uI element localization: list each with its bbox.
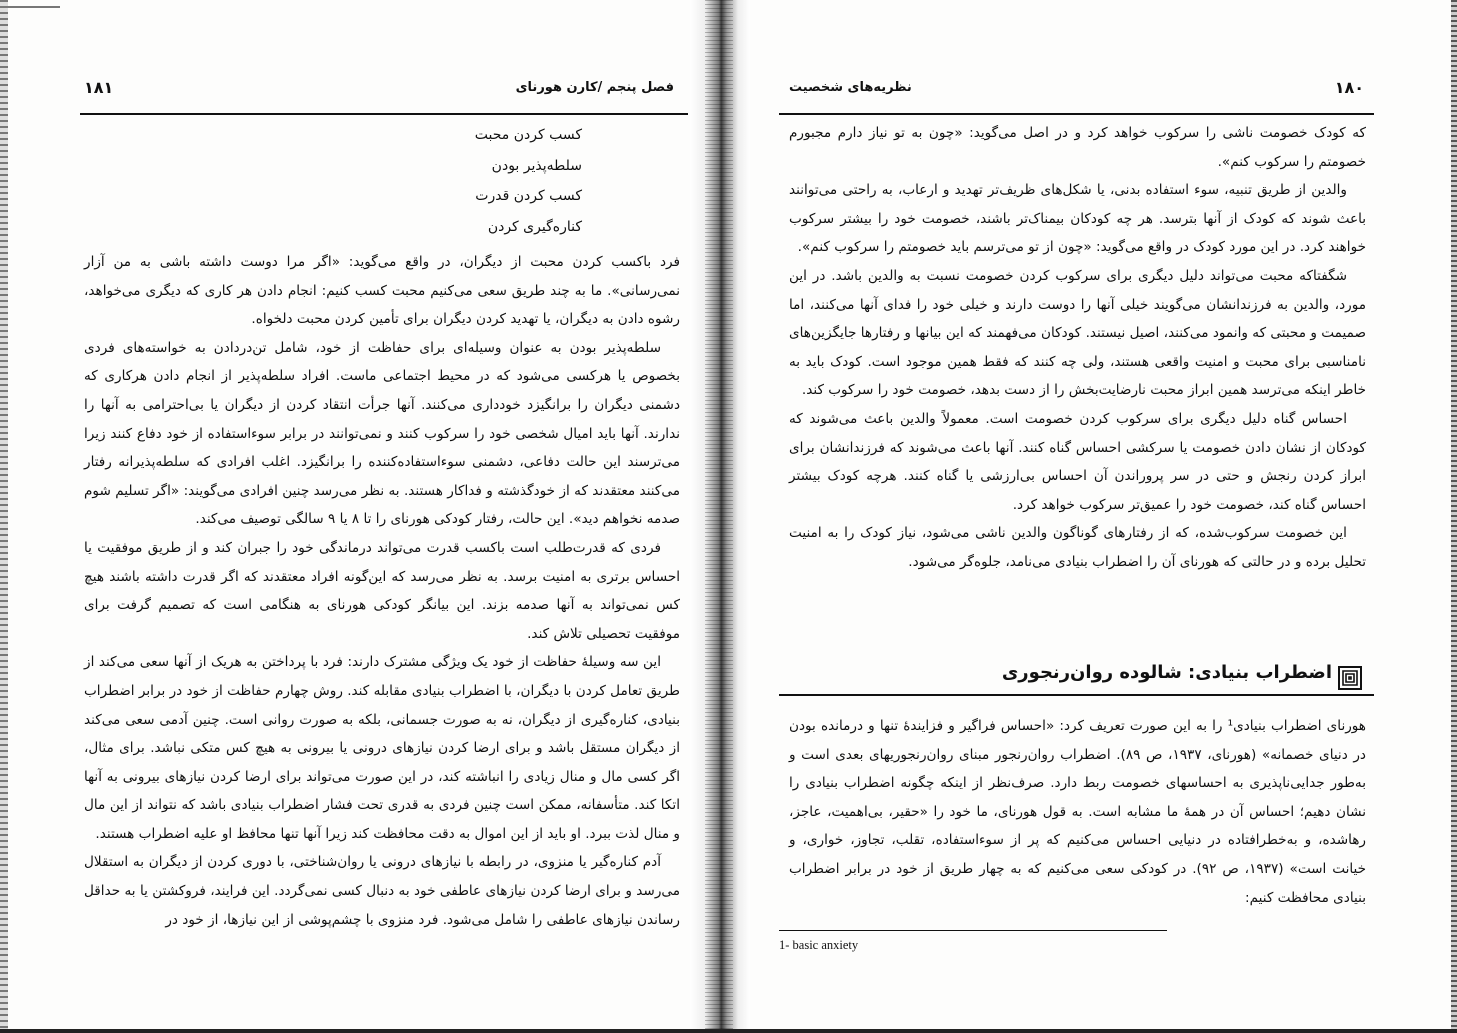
right-running-title: نظریه‌های شخصیت	[789, 80, 912, 95]
scan-edge-right	[1451, 0, 1457, 1033]
scan-edge-top	[0, 6, 60, 8]
ornament-svg	[1340, 668, 1360, 688]
scan-edge-bottom	[0, 1029, 1457, 1033]
paragraph: شگفتاکه محبت می‌تواند دلیل دیگری برای سرکوب کردن خصومت نسبت به والدین باشد. در این مورد، والدین به فرزندانشان می‌گویند خیلی آنها را دوست دارند و خیلی خود را فدای آنها می‌کنند، اما صمیمت و محبتی که وانمود می‌کنند، اصیل نیستند. کودکان می‌فهمند که این بیانها و رفتارها جایگزین‌های نامناسبی برای محبت و امنیت واقعی هستند، ولی چه کنند که فقط همین موجود است. کودک باید به خاطر اینکه می‌ترسد همین ابراز محبت نارضایت‌بخش را از دست بدهد، خصومت خود را سرکوب کند.	[789, 267, 1366, 399]
list-item: کسب کردن قدرت	[475, 188, 582, 204]
section-rule	[779, 694, 1374, 696]
scan-edge-left	[0, 0, 8, 1033]
left-running-title: فصل پنجم /کارن هورنای	[515, 80, 674, 95]
list-item: کسب کردن محبت	[474, 127, 582, 143]
paragraph: والدین از طریق تنبیه، سوء استفاده بدنی، یا شکل‌های ظریف‌تر تهدید و ارعاب، به راحتی می‌توانند باعث شوند که کودک از آنها بترسد. هر چه کودکان بیمناک‌تر باشند، خصومت خود را بیشتر سرکوب خواهند کرد. در این مورد کودک در واقع می‌گوید: «چون از تو می‌ترسم باید خصومتم را سرکوب کنم».	[789, 182, 1366, 256]
gutter-scan-noise	[705, 0, 733, 1033]
right-header-rule	[779, 113, 1374, 115]
footnote-rule	[779, 930, 1167, 931]
list-item: سلطه‌پذیر بودن	[491, 157, 582, 174]
right-page-body	[789, 119, 1366, 577]
left-page-header	[70, 78, 692, 102]
paragraph: این خصومت سرکوب‌شده، که از رفتارهای گوناگون والدین ناشی می‌شود، نیاز کودک را به امنیت تحلیل برده و در حالتی که هورنای آن را اضطراب بنیادی می‌نامد، جلوه‌گر می‌شود.	[789, 525, 1366, 570]
section-heading	[775, 660, 1378, 698]
section-ornament-icon	[1338, 666, 1362, 690]
paragraph: احساس گناه دلیل دیگری برای سرکوب کردن خصومت است. معمولاً والدین باعث می‌شوند که کودکان از نشان دادن خصومت یا سرکشی احساس گناه کنند. آنها باعث می‌شوند که فرزندانشان برای ابراز کردن رنجش و حتی در سر پروراندن آن احساس بی‌ارزشی یا گناه کنند. هرچه کودک بیشتر احساس گناه کند، خصومت خود را عمیق‌تر سرکوب خواهد کرد.	[789, 410, 1366, 513]
left-page	[70, 0, 692, 1033]
right-page	[775, 0, 1378, 1033]
paragraph: فردی که قدرت‌طلب است باکسب قدرت می‌تواند درماندگی خود را جبران کند و از طریق موفقیت یا احساس برتری به امنیت برسد. به نظر می‌رسد که این‌گونه افراد معتقدند که اگر قدرت داشته باشند هیچ کس نمی‌تواند به آنها صدمه بزند. این بیانگر کودکی هورنای به هنگامی است که تصمیم گرفت برای موفقیت تحصیلی تلاش کند.	[84, 539, 680, 642]
left-header-rule	[80, 113, 688, 115]
paragraph: سلطه‌پذیر بودن به عنوان وسیله‌ای برای حفاظت از خود، شامل تن‌دردادن به خواسته‌های فردی بخصوص یا هرکسی می‌شود که در محیط اجتماعی ماست. افراد سلطه‌پذیر از انجام دادن هرکاری که دشمنی دیگران را برانگیزد خودداری می‌کنند. آنها جرأت انتقاد کردن از دیگران یا بی‌احترامی به آنها را ندارند. آنها باید امیال شخصی خود را سرکوب کنند و نمی‌توانند در برابر سوءاستفاده از خود دفاع کنند زیرا می‌ترسند این حالت دفاعی، دشمنی سوءاستفاده‌کننده را برانگیزد. اغلب افرادی که سلطه‌پذیرانه رفتار می‌کنند معتقدند که از خودگذشته و فداکار هستند. به نظر می‌رسد چنین افرادی می‌گویند: «اگر تسلیم شوم صدمه نخواهم دید». این حالت، رفتار کودکی هورنای را تا ۸ یا ۹ سالگی توصیف می‌کند.	[84, 339, 680, 528]
paragraph: هورنای اضطراب بنیادی¹ را به این صورت تعریف کرد: «احساس فراگیر و فزایندهٔ تنها و درمانده بودن در دنیای خصمانه» (هورنای، ۱۹۳۷، ص ۸۹). اضطراب روان‌رنجور مبنای روان‌رنجوریهای بعدی است و به‌طور جدایی‌ناپذیری به احساسهای خصومت ربط دارد. صرف‌نظر از اینکه چگونه اضطراب بنیادی را نشان دهیم؛ احساس آن در همهٔ ما مشابه است. به قول هورنای، ما خود را «حقیر، بی‌اهمیت، عاجز، رهاشده، و به‌خطرافتاده در دنیایی احساس می‌کنیم که پر از سوءاستفاده، تقلب، تجاوز، خواری، و خیانت است» (۱۹۳۷، ص ۹۲). در کودکی سعی می‌کنیم که به چهار طریق از خود در برابر اضطراب بنیادی محافظت کنیم:	[789, 718, 1367, 906]
left-page-body	[84, 248, 680, 934]
section-body	[789, 712, 1366, 912]
right-page-number: ۱۸۰	[1334, 78, 1364, 97]
paragraph: این سه وسیلهٔ حفاظت از خود یک ویژگی مشترک دارند: فرد با پرداختن به هریک از آنها سعی می‌کند از طریق تعامل کردن با دیگران، با اضطراب بنیادی مقابله کند. روش چهارم حفاظت از خود در برابر اضطراب بنیادی، کناره‌گیری از دیگران، نه به صورت جسمانی، بلکه به صورت روانی است. چنین آدمی سعی می‌کند از دیگران مستقل باشد و برای ارضا کردن نیازهای درونی یا بیرونی به هیچ کس متکی نباشد. برای مثال، اگر کسی مال و منال زیادی را انباشته کند، در این صورت می‌تواند برای ارضا کردن نیازهای بیرونی به آنها اتکا کند. متأسفانه، ممکن است چنین فردی به قدری تحت فشار اضطراب بنیادی باشد که نتواند از این مال و منال لذت ببرد. او باید از این اموال به دقت محافظت کند زیرا آنها تنها محافظ او علیه اضطراب هستند.	[84, 654, 680, 842]
section-title: اضطراب بنیادی: شالوده روان‌رنجوری	[1001, 662, 1332, 683]
footnote: 1- basic anxiety	[779, 938, 859, 952]
right-page-header	[775, 78, 1378, 102]
left-page-number: ۱۸۱	[84, 78, 114, 97]
paragraph: که کودک خصومت ناشی را سرکوب خواهد کرد و در اصل می‌گوید: «چون به تو نیاز دارم مجبورم خصومتم را سرکوب کنم».	[789, 125, 1366, 170]
paragraph: فرد باکسب کردن محبت از دیگران، در واقع می‌گوید: «اگر مرا دوست داشته باشی به من آزار نمی‌رسانی». ما به چند طریق سعی می‌کنیم محبت کسب کنیم: انجام دادن هر کاری که دیگری می‌خواهد، رشوه دادن به دیگران، یا تهدید کردن دیگران برای تأمین کردن محبت دلخواه.	[84, 254, 680, 328]
paragraph: آدم کناره‌گیر یا منزوی، در رابطه با نیازهای درونی یا روان‌شناختی، با دوری کردن از دیگران به استقلال می‌رسد و برای ارضا کردن نیازهای عاطفی خود به دنبال کسی نمی‌گردد. این فرایند، فروکشتن یا به حداقل رساندن نیازهای عاطفی را شامل می‌شود. فرد منزوی با چشم‌پوشی از این نیازها، از خود در	[84, 854, 680, 928]
list-item: کناره‌گیری کردن	[487, 218, 582, 235]
protection-methods-list	[475, 120, 582, 242]
